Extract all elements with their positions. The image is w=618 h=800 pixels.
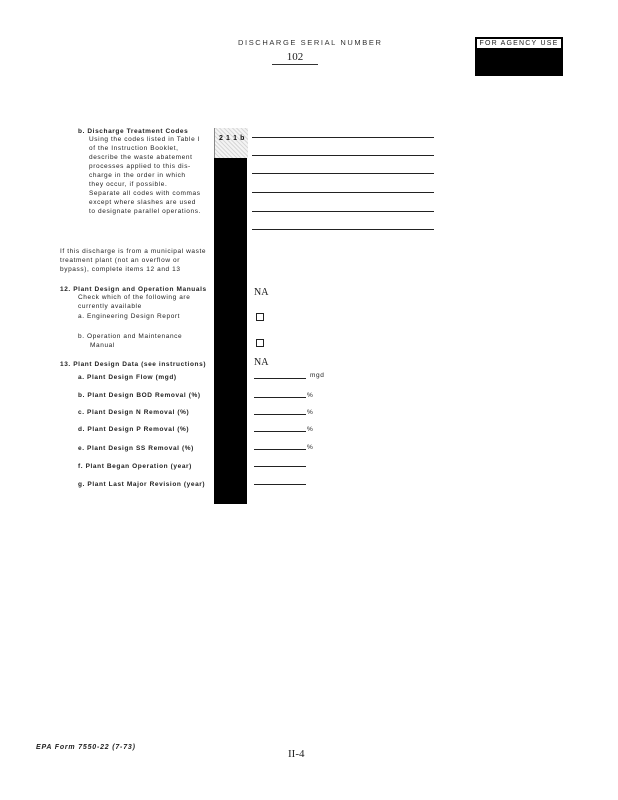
page-number: II-4 <box>288 748 305 760</box>
item-b-title: b. Discharge Treatment Codes <box>78 128 189 135</box>
item13d-label: d. Plant Design P Removal (%) <box>78 426 190 433</box>
item13-title: 13. Plant Design Data (see instructions) <box>60 361 207 368</box>
municipal-note-line: If this discharge is from a municipal waste <box>60 248 207 255</box>
municipal-note-line: treatment plant (not an overflow or <box>60 257 180 264</box>
item13g-label: g. Plant Last Major Revision (year) <box>78 481 206 488</box>
item13f-label: f. Plant Began Operation (year) <box>78 463 192 470</box>
item12-instructions <box>78 293 190 311</box>
discharge-serial-value: 102 <box>272 51 318 65</box>
item-b-line: charge in the order in which <box>89 172 186 179</box>
item12a-label: a. Engineering Design Report <box>78 313 181 320</box>
municipal-note <box>60 247 206 274</box>
item13c-field[interactable] <box>254 414 306 415</box>
item13e-field[interactable] <box>254 449 306 450</box>
item13c-unit: % <box>307 409 314 416</box>
item12b-line: Manual <box>90 342 115 349</box>
treatment-code-box <box>214 128 248 158</box>
treatment-code-value: 2 1 1 b <box>219 135 245 142</box>
item13c-label: c. Plant Design N Removal (%) <box>78 409 190 416</box>
item-b-description <box>89 135 201 216</box>
item13-answer: NA <box>254 357 269 368</box>
item-b-line: describe the waste abatement <box>89 154 193 161</box>
item13f-field[interactable] <box>254 466 306 467</box>
item13e-unit: % <box>307 444 314 451</box>
item12b-checkbox[interactable] <box>256 339 264 347</box>
item-b-line: processes applied to this dis- <box>89 163 191 170</box>
item13b-label: b. Plant Design BOD Removal (%) <box>78 392 201 399</box>
item13d-field[interactable] <box>254 431 306 432</box>
treatment-code-line-3[interactable] <box>252 173 434 174</box>
redaction-column <box>214 128 247 504</box>
item13a-field[interactable] <box>254 378 306 379</box>
item12-answer: NA <box>254 287 269 298</box>
item-b-line: Using the codes listed in Table I <box>89 136 201 143</box>
item-b-line: Separate all codes with commas <box>89 190 201 197</box>
item13g-field[interactable] <box>254 484 306 485</box>
discharge-serial-label: DISCHARGE SERIAL NUMBER <box>238 38 383 47</box>
item-b-line: except where slashes are used <box>89 199 197 206</box>
item12-line: Check which of the following are <box>78 294 191 301</box>
item13b-unit: % <box>307 392 314 399</box>
item-b-line: to designate parallel operations. <box>89 208 201 215</box>
item12a-checkbox[interactable] <box>256 313 264 321</box>
item12-line: currently available <box>78 303 142 310</box>
treatment-code-line-6[interactable] <box>252 229 434 230</box>
item12b-label <box>78 332 182 350</box>
item-b-line: they occur, if possible. <box>89 181 168 188</box>
item13e-label: e. Plant Design SS Removal (%) <box>78 445 194 452</box>
item12-title: 12. Plant Design and Operation Manuals <box>60 286 207 293</box>
treatment-code-line-1[interactable] <box>252 137 434 138</box>
item13b-field[interactable] <box>254 397 306 398</box>
agency-use-label: FOR AGENCY USE <box>476 38 562 49</box>
treatment-code-line-2[interactable] <box>252 155 434 156</box>
treatment-code-line-4[interactable] <box>252 192 434 193</box>
item13a-label: a. Plant Design Flow (mgd) <box>78 374 177 381</box>
municipal-note-line: bypass), complete items 12 and 13 <box>60 266 181 273</box>
form-id: EPA Form 7550-22 (7-73) <box>36 744 136 751</box>
item13a-unit: mgd <box>310 372 325 379</box>
item-b-line: of the Instruction Booklet, <box>89 145 179 152</box>
item13d-unit: % <box>307 426 314 433</box>
treatment-code-line-5[interactable] <box>252 211 434 212</box>
item12b-line: b. Operation and Maintenance <box>78 333 183 340</box>
